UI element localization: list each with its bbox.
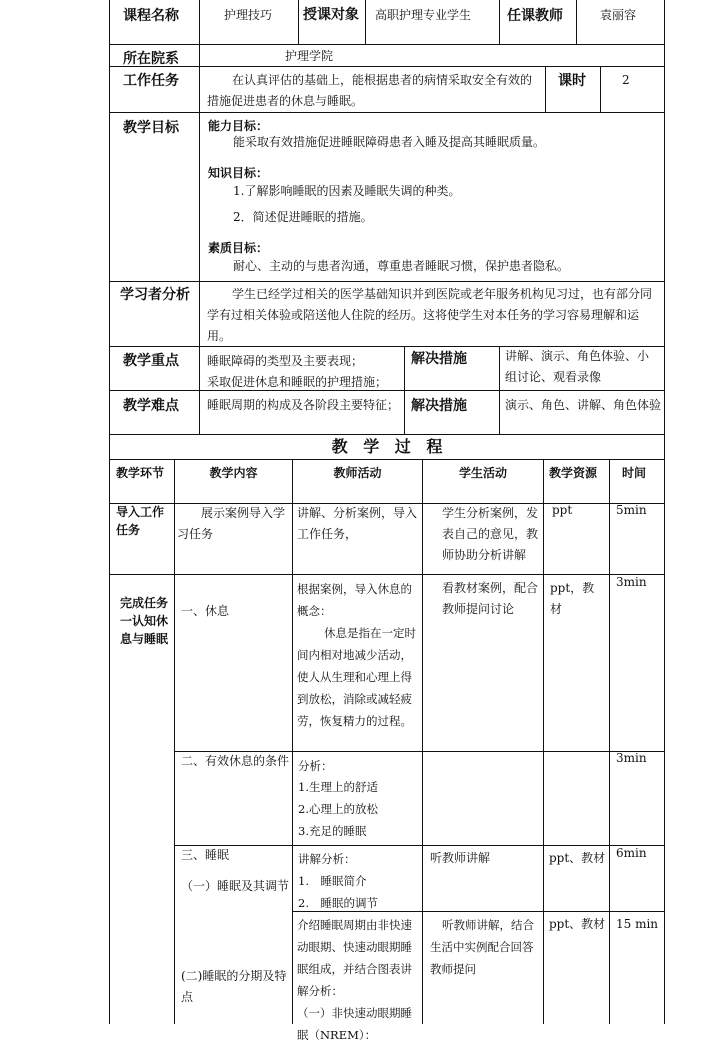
teacher-sleep-title: 讲解分析： (298, 852, 356, 866)
header-content: 教学内容 (209, 466, 258, 480)
key-points-measure-text: 讲解、演示、角色体验、小组讨论、观看录像 (505, 349, 650, 384)
stage-rest-sleep: 完成任务一认知休息与睡眠 (120, 596, 169, 646)
teacher-sleep-2: 2. 睡眠的调节 (298, 896, 378, 910)
time-rest: 3min (616, 575, 647, 589)
content-sleep-regulation: （一）睡眠及其调节 (181, 879, 290, 893)
learner-analysis-text: 学生已经学过相关的医学基础知识并到医院或老年服务机构见习过，也有部分同学有过相关体验或陪送他人住院的经历。这将使学生对本任务的学习容易理解和运用。 (207, 287, 653, 343)
time-sleep-stages: 15 min (616, 917, 659, 931)
resource-intro: ppt (552, 503, 573, 517)
teacher-rest-definition: 休息是指在一定时间内相对地减少活动，使人从生理和心理上得到放松，消除或减轻疲劳，恢复精力的过程。 (297, 626, 416, 728)
teacher-effective-rest-1: 1.生理上的舒适 (298, 780, 378, 794)
teaching-goals-label: 教学目标 (123, 120, 179, 136)
work-task-label: 工作任务 (123, 73, 179, 89)
header-stage: 教学环节 (116, 466, 165, 480)
teacher-sleep-stages: 介绍睡眠周期由非快速动眼期、快速动眼期睡眠组成，并结合图表讲解分析： （一）非快速动眼期睡眠（NREM）： (297, 918, 412, 1042)
student-rest: 看教材案例，配合教师提问讨论 (442, 581, 539, 616)
header-teacher-activity: 教师活动 (333, 466, 382, 480)
audience-value: 高职护理专业学生 (375, 8, 472, 22)
class-hours-value: 2 (622, 73, 630, 87)
difficulties-measure-label: 解决措施 (411, 398, 467, 414)
class-hours-label: 课时 (558, 73, 586, 89)
student-sleep: 听教师讲解 (430, 851, 491, 865)
resource-sleep-stages: ppt、教材 (549, 917, 606, 931)
teacher-intro: 讲解、分析案例，导入工作任务， (297, 506, 418, 541)
header-student-activity: 学生活动 (458, 466, 507, 480)
header-resources: 教学资源 (549, 466, 598, 480)
content-effective-rest: 二、有效休息的条件 (181, 754, 290, 768)
student-sleep-stages: 听教师讲解，结合生活中实例配合回答教师提问 (430, 918, 534, 976)
difficulties-measure-text: 演示、角色、讲解、角色体验 (505, 398, 662, 412)
resource-rest: ppt，教材 (550, 581, 595, 616)
difficulties-label: 教学难点 (123, 398, 179, 414)
stage-intro: 导入工作任务 (116, 505, 165, 537)
teacher-sleep-1: 1. 睡眠简介 (298, 874, 367, 888)
header-time: 时间 (622, 466, 647, 480)
student-intro: 学生分析案例，发表自己的意见，教师协助分析讲解 (442, 506, 539, 562)
time-sleep: 6min (616, 846, 647, 860)
time-effective-rest: 3min (616, 751, 647, 765)
teacher-label: 任课教师 (507, 8, 563, 24)
key-points-text-2: 采取促进休息和睡眠的护理措施； (207, 375, 388, 389)
ability-goal-title: 能力目标： (208, 119, 269, 133)
key-points-measure-label: 解决措施 (411, 351, 467, 367)
learner-analysis-label: 学习者分析 (120, 287, 190, 303)
time-intro: 5min (616, 503, 647, 517)
course-name-label: 课程名称 (123, 8, 179, 24)
knowledge-goal-1: 1.了解影响睡眠的因素及睡眠失调的种类。 (233, 184, 461, 198)
teacher-effective-rest-3: 3.充足的睡眠 (298, 824, 367, 838)
content-intro: 展示案例导入学习任务 (177, 506, 286, 541)
key-points-text-1: 睡眠障碍的类型及主要表现； (207, 354, 364, 368)
teacher-effective-rest-2: 2.心理上的放松 (298, 802, 378, 816)
content-sleep-stages: (二)睡眠的分期及特点 (181, 969, 287, 1004)
teacher-effective-rest-title: 分析： (298, 759, 333, 773)
resource-sleep: ppt、教材 (549, 851, 606, 865)
teacher-value: 袁丽容 (600, 8, 637, 22)
department-value: 护理学院 (285, 49, 334, 63)
teacher-rest-intro: 根据案例，导入休息的概念： (297, 582, 412, 618)
content-sleep: 三、睡眠 (181, 848, 230, 862)
knowledge-goal-2: 2．简述促进睡眠的措施。 (233, 210, 373, 224)
course-name-value: 护理技巧 (224, 8, 273, 22)
difficulties-text: 睡眠周期的构成及各阶段主要特征； (207, 398, 400, 412)
process-title: 教 学 过 程 (331, 437, 443, 456)
key-points-label: 教学重点 (123, 353, 179, 369)
ability-goal-text: 能采取有效措施促进睡眠障碍患者入睡及提高其睡眠质量。 (233, 135, 546, 149)
content-rest: 一、休息 (181, 604, 230, 618)
work-task-value: 在认真评估的基础上，能根据患者的病情采取安全有效的措施促进患者的休息与睡眠。 (207, 73, 533, 108)
department-label: 所在院系 (123, 51, 179, 67)
quality-goal-text: 耐心、主动的与患者沟通，尊重患者睡眠习惯，保护患者隐私。 (233, 259, 570, 273)
knowledge-goal-title: 知识目标： (208, 166, 269, 180)
audience-label: 授课对象 (303, 7, 359, 23)
quality-goal-title: 素质目标： (208, 241, 269, 255)
